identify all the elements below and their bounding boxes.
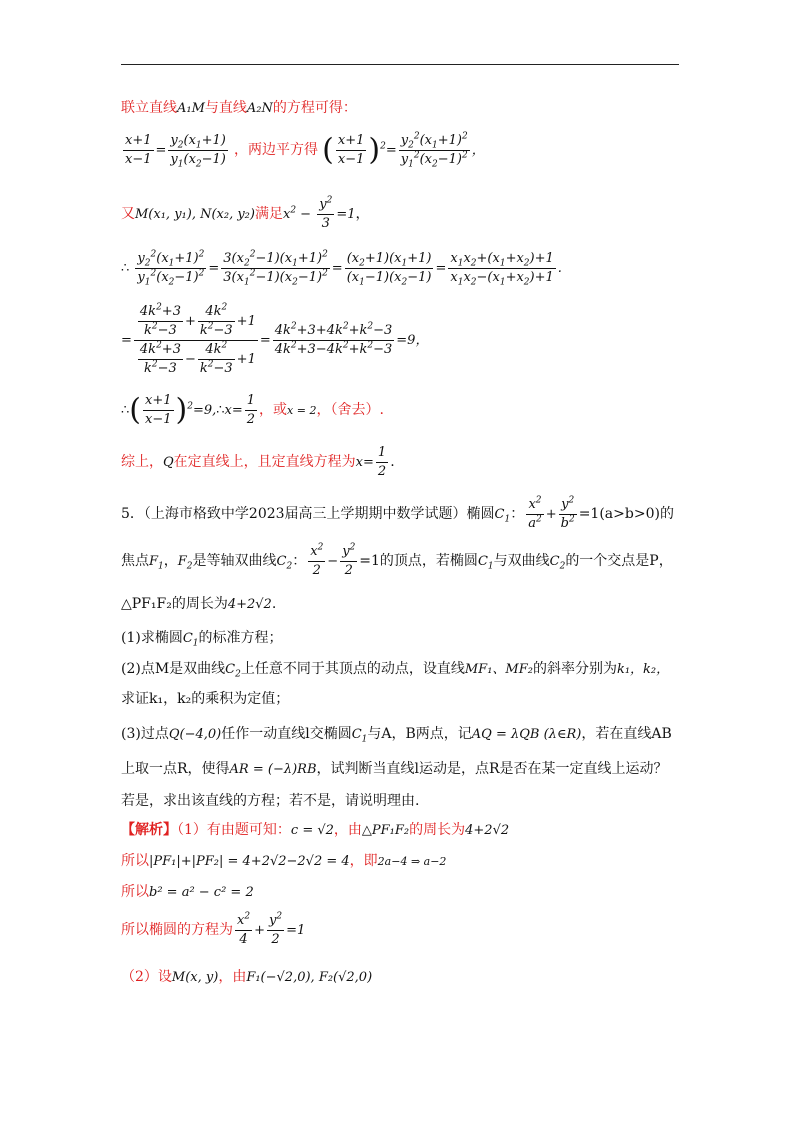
math-m: M(x, y): [171, 970, 219, 985]
text: 联立直线: [121, 100, 177, 116]
equation-squared: ( $\frac{x+1}{x-1}$ )$^2$= $\frac{y_2^2(x_1+1)^2}{y_1^2(x_2-1)^2}$ ，: [322, 131, 485, 170]
solution-line-2: [121, 130, 485, 171]
text: 上任意不同于其顶点的动点，设直线: [240, 661, 465, 677]
text: =1(a>b>0)的: [578, 506, 674, 522]
equation-hyperbola: $x^2$ − $\frac{y^2}{3}$ =1: [282, 195, 356, 231]
solution-line-1: [121, 98, 357, 119]
solution-line-6: [121, 390, 384, 431]
text: ，由: [333, 822, 362, 838]
math-perimeter: 4+2√2: [465, 823, 510, 838]
text: ，试判断当直线l运动是，点R是否在某一定直线上运动？: [316, 761, 668, 777]
text: 又: [121, 206, 135, 222]
equation-ellipse-result: $\frac{x^2}{4}$ + $\frac{y^2}{2}$ =1: [237, 911, 306, 947]
math-f2: $F_2$: [177, 554, 193, 572]
text: 与双曲线: [493, 553, 550, 569]
equation-chain: ∴ $\frac{y_2^2(x_1+1)^2}{y_1^2(x_2-1)^2}$ = $\frac{3(x_2^2-1)(x_1+1)^2}{3(x_1^2-1)(x_2-1)^2}$ = $\frac{(x_2+1)(x_1+1)}{(x_1-1)(x_2-1)}$ = $\frac{x_1x_2+(x_1+x_2)+1}{x_1x_2-(x_1+x_2)+1}$ .: [121, 249, 562, 288]
solution-part1-line-2: [121, 849, 446, 874]
text: 的一个交点是P，: [565, 553, 673, 569]
math-foci: F₁(−√2,0), F₂(√2,0): [246, 970, 373, 985]
header-rule: [121, 64, 679, 65]
math-c1: $C_1$: [351, 727, 368, 745]
math-c2: $C_2$: [225, 662, 241, 680]
math-b-squared: b² = a² − c² = 2: [149, 885, 254, 900]
text: 所以: [121, 884, 149, 900]
math-q: Q(−4,0): [168, 727, 222, 742]
math-points: M(x₁, y₁), N(x₂, y₂): [135, 207, 255, 222]
text: ，即: [349, 853, 378, 869]
text: ，由: [218, 969, 247, 985]
text: 所以椭圆的方程为: [121, 922, 233, 938]
question-3-line-3: [121, 790, 419, 812]
problem-5-line-2: 焦点$F_1$，$F_2$是等轴双曲线$C_2$： $\frac{x^2}{2}$ − $\frac{y^2}{2}$ =1的顶点，若椭圆$C_1$与双曲线$C_2$的一个交点是P，: [121, 542, 673, 578]
equation-ratio: $\frac{x+1}{x-1}$ = $\frac{y_2(x_1+1)}{y_1(x_2-1)}$: [125, 133, 226, 170]
text: （2）设: [121, 969, 172, 985]
math-c: c = √2: [290, 823, 334, 838]
math-c1: $C_1$: [477, 554, 494, 572]
text: ，两边平方得: [234, 142, 319, 158]
math-k: k₁，k₂，: [616, 662, 670, 677]
math-x-2: x = 2: [287, 404, 317, 417]
text: 综上，: [121, 454, 163, 470]
solution-line-5: [121, 302, 428, 379]
text: 上取一点R，使得: [121, 761, 230, 777]
question-3-line-1: [121, 721, 672, 748]
math-distance-sum: |PF₁|+|PF₂| = 4+2√2−2√2 = 4: [149, 854, 350, 869]
text: 若是，求出该直线的方程；若不是，请说明理由.: [121, 793, 420, 809]
question-2-line-2: [121, 688, 289, 710]
text: 满足: [254, 206, 283, 222]
math-c2: $C_2$: [549, 554, 566, 572]
math-c1: $C_1$: [494, 507, 511, 525]
solution-line-4: [121, 246, 562, 291]
math-a: 2a−4 ⇒ a−2: [377, 855, 447, 868]
text: =1的顶点，若椭圆: [359, 553, 478, 569]
solution-part1-line-1: [121, 818, 509, 843]
question-3-line-2: [121, 756, 668, 783]
text: 的周长为: [409, 822, 466, 838]
equation-substitution: = $\frac{4k^2+3}{k^2-3}$ + $\frac{4k^2}{k^2-3}$ +1 $\frac{4k^2+3}{k^2-3}$ − $\frac{4k^2}{k^2-3}$ +1 = $\frac{4k^2+3+4k^2+k^2-3}{4k^2+3-4k^2+k^2-3}$ =9，: [121, 302, 429, 376]
text: (2)点M是双曲线: [121, 661, 226, 677]
math-f1: $F_1$: [149, 554, 164, 572]
text: 的标准方程；: [198, 630, 283, 646]
text: 在定直线上，且定直线方程为: [173, 454, 356, 470]
text: ，若在直线AB: [581, 726, 672, 742]
math-a1m: A₁M: [177, 101, 205, 116]
math-c1: $C_1$: [182, 631, 199, 649]
equation-result: ∴( $\frac{x+1}{x-1}$ )$^2$=9,∴x= $\frac{1}{2}$: [121, 392, 256, 428]
solution-line-3: 又M(x₁, y₁), N(x₂, y₂)满足$x^2$ − $\frac{y^2}{3}$ =1，: [121, 195, 370, 231]
problem-5-line-3: [121, 592, 276, 617]
question-1: [121, 627, 283, 650]
problem-5-line-1: 5．（上海市格致中学2023届高三上学期期中数学试题）椭圆$C_1$： $\frac{x^2}{a^2}$ + $\frac{y^2}{b^2}$ =1(a>b>0)的: [121, 495, 674, 531]
analysis-label: 【解析】: [121, 822, 177, 838]
text: ，（舍去: [316, 402, 366, 418]
text: ）.: [365, 402, 384, 418]
text: 与直线: [204, 100, 247, 116]
math-triangle: △PF₁F₂: [361, 823, 410, 838]
text: 求证k₁，k₂的乘积为定值；: [121, 691, 290, 707]
math-q: Q: [163, 455, 174, 470]
equation-hyperbola-c2: $\frac{x^2}{2}$ − $\frac{y^2}{2}$: [310, 542, 356, 578]
math-vector-ar: AR = (−λ)RB: [229, 762, 317, 777]
text: 5．（上海市格致中学2023届高三上学期期中数学试题）椭圆: [121, 506, 495, 522]
text: 所以: [121, 853, 149, 869]
text: (3)过点: [121, 726, 169, 742]
solution-part2-line-1: [121, 964, 372, 991]
math-a2n: A₂N: [246, 101, 273, 116]
text: (1)求椭圆: [121, 630, 183, 646]
text: .: [271, 596, 277, 612]
text: 是等轴双曲线: [192, 553, 277, 569]
solution-part1-line-3: [121, 881, 254, 904]
math-mf: MF₁、MF₂: [464, 662, 533, 677]
text: 焦点: [121, 553, 149, 569]
text: 任作一动直线l交椭圆: [221, 726, 352, 742]
equation-line: x= $\frac{1}{2}$: [355, 445, 387, 479]
text: 与A，B两点，记: [367, 726, 472, 742]
text: 的方程可得：: [272, 100, 357, 116]
text: △PF₁F₂的周长为: [121, 596, 228, 612]
equation-ellipse: $\frac{x^2}{a^2}$ + $\frac{y^2}{b^2}$: [528, 495, 575, 531]
math-vector-relation: AQ = λQB (λ∈R): [471, 727, 582, 742]
math-c2: $C_2$: [276, 554, 293, 572]
text: （1）有由题可知：: [177, 822, 291, 838]
text: 的斜率分别为: [532, 661, 617, 677]
question-2-line-1: [121, 657, 669, 682]
math-perimeter: 4+2√2: [227, 597, 272, 612]
solution-line-7: 综上，Q在定直线上，且定直线方程为x= $\frac{1}{2}$ .: [121, 445, 395, 479]
text: ，或: [259, 402, 288, 418]
solution-part1-line-4: [121, 910, 305, 951]
